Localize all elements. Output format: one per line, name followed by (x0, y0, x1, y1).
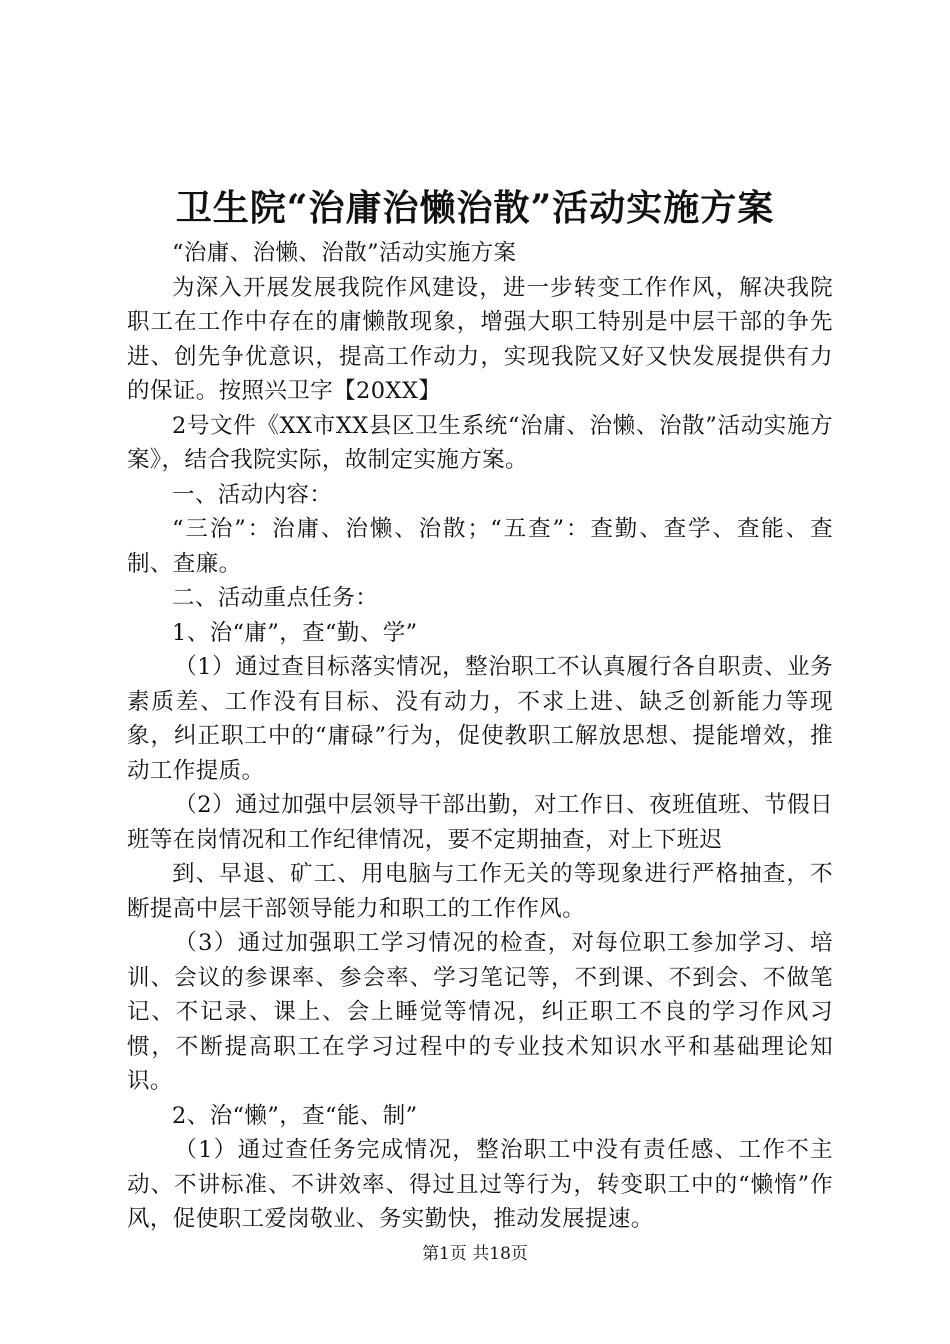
paragraph-three-five: “三治”：治庸、治懒、治散；“五查”：查勤、查学、查能、查制、查廉。 (127, 516, 833, 577)
paragraph-task-1-item-1: （1）通过查目标落实情况，整治职工不认真履行各自职责、业务素质差、工作没有目标、没有动力，不求上进、缺乏创新能力等现象，纠正职工中的“庸碌”行为，促使教职工解放思想、提能增效，推动工作提质。 (127, 654, 833, 784)
subheading-task-1: 1、治“庸”，查“勤、学” (172, 619, 418, 646)
section-heading-key-tasks: 二、活动重点任务： (172, 585, 379, 611)
section-heading-activity-content: 一、活动内容： (172, 481, 333, 508)
paragraph-task-1-item-2-continued: 到、早退、矿工、用电脑与工作无关的等现象进行严格抽查，不断提高中层干部领导能力和职工的工作作风。 (127, 861, 833, 922)
page-footer: 第1页 共18页 (422, 1244, 528, 1264)
paragraph-task-1-item-3: （3）通过加强职工学习情况的检查，对每位职工参加学习、培训、会议的参课率、参会率、学习笔记等，不到课、不到会、不做笔记、不记录、课上、会上睡觉等情况，纠正职工不良的学习作风习惯，不断提高职工在学习过程中的专业技术知识水平和基础理论知识。 (127, 930, 833, 1094)
paragraph-subtitle: “治庸、治懒、治散”活动实施方案 (172, 240, 517, 266)
document-title: 卫生院“治庸治懒治散”活动实施方案 (175, 187, 775, 229)
document-body (127, 236, 833, 1237)
subheading-task-2: 2、治“懒”，查“能、制” (172, 1102, 418, 1129)
paragraph-intro: 为深入开展发展我院作风建设，进一步转变工作作风，解决我院职工在工作中存在的庸懒散现象，增强大职工特别是中层干部的争先进、创先争优意识，提高工作动力，实现我院又好又快发展提供有力的保证。按照兴卫字【20XX】 (127, 274, 833, 404)
paragraph-task-1-item-2: （2）通过加强中层领导干部出勤，对工作日、夜班值班、节假日班等在岗情况和工作纪律情况，要不定期抽查，对上下班迟 (127, 792, 833, 853)
paragraph-task-2-item-1: （1）通过查任务完成情况，整治职工中没有责任感、工作不主动、不讲标准、不讲效率、得过且过等行为，转变职工中的“懒惰”作风，促使职工爱岗敬业、务实勤快，推动发展提速。 (127, 1137, 833, 1232)
paragraph-intro-continued: 2号文件《XX市XX县区卫生系统“治庸、治懒、治散”活动实施方案》，结合我院实际，故制定实施方案。 (127, 412, 833, 473)
